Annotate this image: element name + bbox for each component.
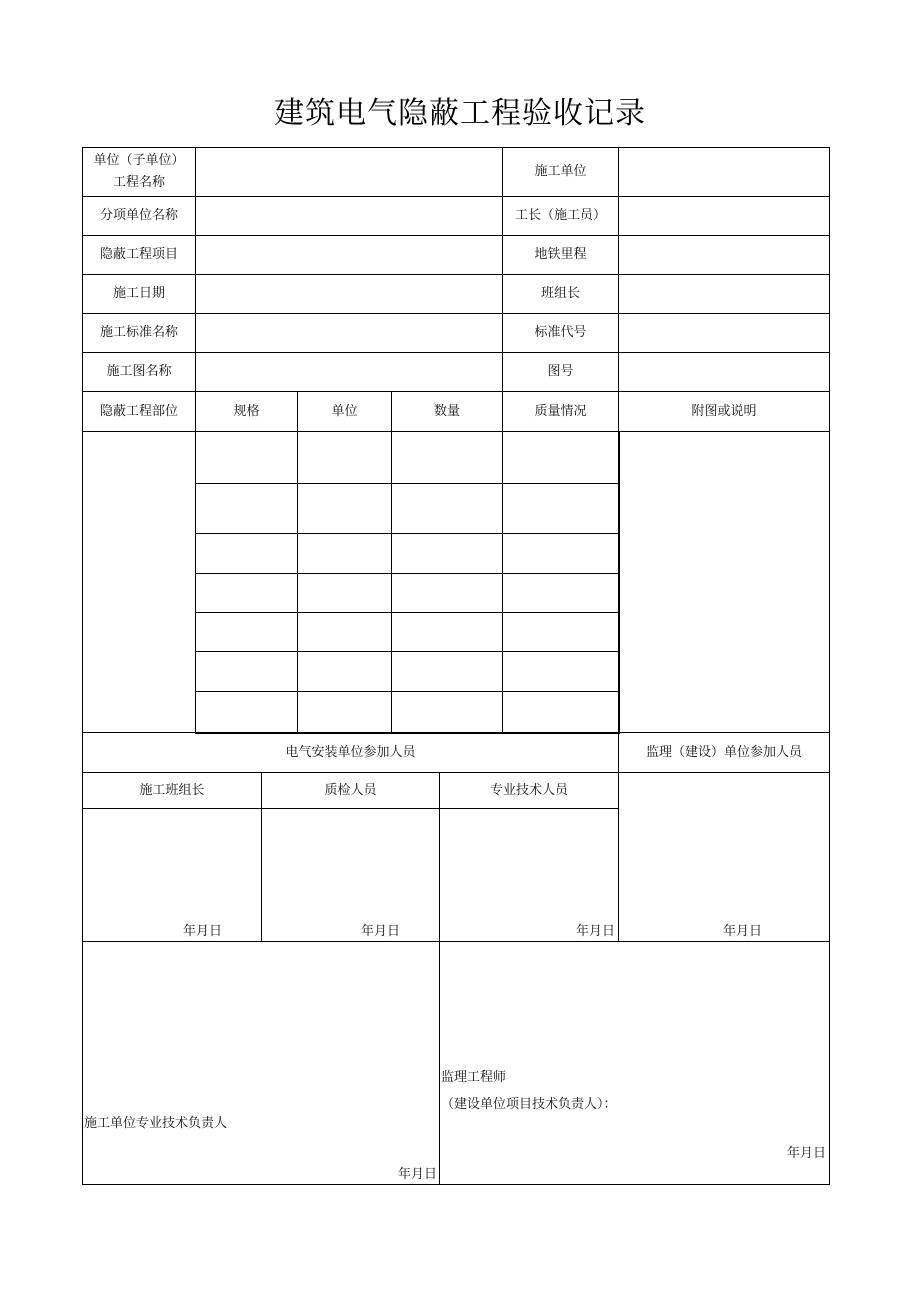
- contractor-tech-label: 施工单位专业技术负责人: [84, 1116, 228, 1131]
- quality-cell[interactable]: [502, 573, 620, 613]
- quantity-cell[interactable]: [391, 533, 503, 574]
- page-title: 建筑电气隐蔽工程验收记录: [274, 96, 646, 131]
- standard-name-field[interactable]: [195, 313, 503, 353]
- spec-cell[interactable]: [195, 612, 298, 652]
- col-header-quantity: 数量: [391, 391, 503, 432]
- quantity-cell[interactable]: [391, 651, 503, 692]
- team-leader-label: 班组长: [502, 274, 619, 314]
- contractor-signature-box[interactable]: [82, 941, 440, 1185]
- technician-header: 专业技术人员: [439, 772, 619, 809]
- unit-label-line2: 工程名称: [112, 175, 165, 190]
- col-header-spec: 规格: [195, 391, 298, 432]
- metro-mileage-label: 地铁里程: [502, 235, 619, 275]
- spec-cell[interactable]: [195, 483, 298, 534]
- notes-field[interactable]: [618, 431, 830, 733]
- quantity-cell[interactable]: [391, 431, 503, 484]
- drawing-name-field[interactable]: [195, 352, 503, 392]
- quality-cell[interactable]: [502, 483, 620, 534]
- contractor-field[interactable]: [618, 147, 830, 197]
- unit-cell[interactable]: [297, 691, 392, 734]
- unit-cell[interactable]: [297, 431, 392, 484]
- col-header-unit: 单位: [297, 391, 392, 432]
- supervisor-signature-box[interactable]: [439, 941, 830, 1185]
- quality-cell[interactable]: [502, 431, 620, 484]
- spec-cell[interactable]: [195, 573, 298, 613]
- owner-tech-label: （建设单位项目技术负责人）：: [441, 1097, 617, 1112]
- quantity-cell[interactable]: [391, 573, 503, 613]
- unit-cell[interactable]: [297, 533, 392, 574]
- unit-project-label: [82, 147, 196, 197]
- supervisor-label: 监理工程师: [441, 1070, 507, 1085]
- unit-cell[interactable]: [297, 573, 392, 613]
- quantity-cell[interactable]: [391, 612, 503, 652]
- concealed-item-field[interactable]: [195, 235, 503, 275]
- unit-cell[interactable]: [297, 651, 392, 692]
- foreman-field[interactable]: [618, 196, 830, 236]
- location-field[interactable]: [82, 431, 196, 733]
- supervision-participants-header: 监理（建设）单位参加人员: [618, 732, 830, 773]
- col-header-notes: 附图或说明: [618, 391, 830, 432]
- subitem-field[interactable]: [195, 196, 503, 236]
- spec-cell[interactable]: [195, 651, 298, 692]
- drawing-no-field[interactable]: [618, 352, 830, 392]
- construction-date-label: 施工日期: [82, 274, 196, 314]
- construction-date-field[interactable]: [195, 274, 503, 314]
- inspector-header: 质检人员: [261, 772, 440, 809]
- quality-cell[interactable]: [502, 612, 620, 652]
- spec-cell[interactable]: [195, 431, 298, 484]
- supervision-date: 年月日: [723, 924, 763, 939]
- unit-project-field[interactable]: [195, 147, 503, 197]
- supervision-sign-box[interactable]: [618, 772, 830, 942]
- team-leader-date: 年月日: [183, 924, 223, 939]
- supervisor-sign-date: 年月日: [787, 1146, 827, 1161]
- team-leader-header: 施工班组长: [82, 772, 262, 809]
- electrical-participants-header: 电气安装单位参加人员: [82, 732, 619, 773]
- metro-mileage-field[interactable]: [618, 235, 830, 275]
- team-leader-sign-box[interactable]: [82, 808, 262, 942]
- inspector-sign-box[interactable]: [261, 808, 440, 942]
- team-leader-field[interactable]: [618, 274, 830, 314]
- quality-cell[interactable]: [502, 533, 620, 574]
- spec-cell[interactable]: [195, 533, 298, 574]
- technician-sign-box[interactable]: [439, 808, 619, 942]
- col-header-quality: 质量情况: [502, 391, 619, 432]
- unit-label-line1: 单位（子单位）: [93, 153, 185, 168]
- quality-cell[interactable]: [502, 651, 620, 692]
- quantity-cell[interactable]: [391, 691, 503, 734]
- standard-name-label: 施工标准名称: [82, 313, 196, 353]
- subitem-label: 分项单位名称: [82, 196, 196, 236]
- concealed-item-label: 隐蔽工程项目: [82, 235, 196, 275]
- inspector-date: 年月日: [361, 924, 401, 939]
- unit-cell[interactable]: [297, 483, 392, 534]
- quantity-cell[interactable]: [391, 483, 503, 534]
- drawing-name-label: 施工图名称: [82, 352, 196, 392]
- technician-date: 年月日: [576, 924, 616, 939]
- standard-code-field[interactable]: [618, 313, 830, 353]
- unit-cell[interactable]: [297, 612, 392, 652]
- col-header-location: 隐蔽工程部位: [82, 391, 196, 432]
- spec-cell[interactable]: [195, 691, 298, 734]
- quality-cell[interactable]: [502, 691, 620, 734]
- drawing-no-label: 图号: [502, 352, 619, 392]
- standard-code-label: 标准代号: [502, 313, 619, 353]
- contractor-sign-date: 年月日: [398, 1167, 438, 1182]
- foreman-label: 工长（施工员）: [502, 196, 619, 236]
- contractor-label: 施工单位: [502, 147, 619, 197]
